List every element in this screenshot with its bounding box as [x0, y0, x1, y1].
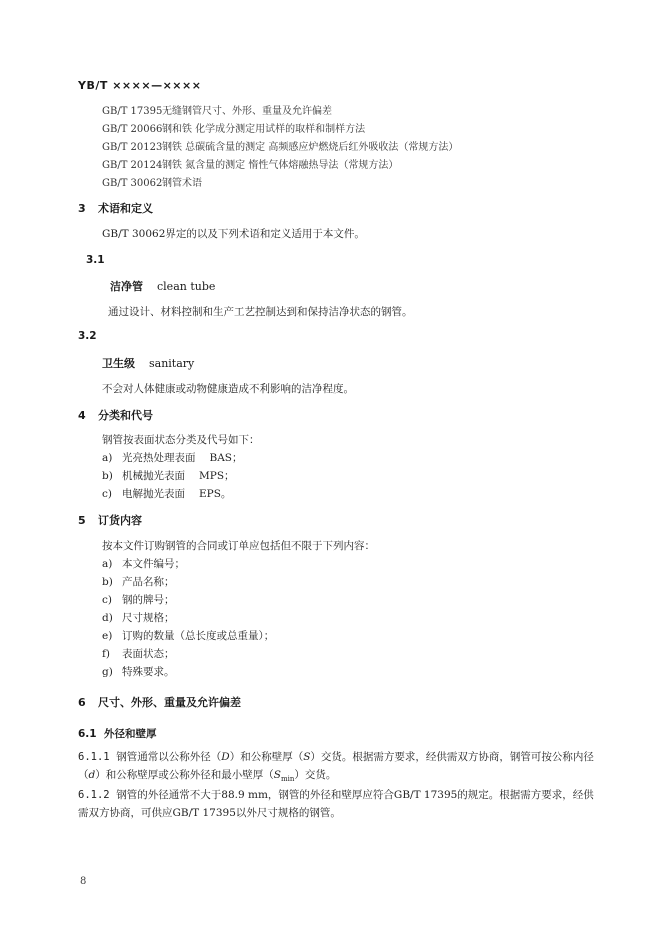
list-item: b) 机械抛光表面 MPS； — [102, 470, 235, 482]
reference-item: GB/T 30062钢管术语 — [102, 178, 202, 189]
page-number: 8 — [80, 876, 87, 887]
section-6-1-heading: 6.1 外径和壁厚 — [78, 728, 157, 740]
term-3-1-number: 3.1 — [86, 254, 105, 266]
clause-6-1-2: 6.1.2 钢管的外径通常不大于88.9 mm，钢管的外径和壁厚应符合GB/T 17395的规定。根据需方要求，经供需双方协商，可供应GB/T 17395以外尺寸规格的钢管。 — [78, 789, 594, 819]
list-item: d) 尺寸规格； — [102, 612, 175, 624]
list-item: e) 订购的数量（总长度或总重量）； — [102, 630, 275, 642]
reference-item: GB/T 20066钢和铁 化学成分测定用试样的取样和制样方法 — [102, 124, 366, 135]
list-item: a) 光亮热处理表面 BAS； — [102, 452, 243, 464]
list-item: a) 本文件编号； — [102, 558, 185, 570]
list-item: f) 表面状态； — [102, 648, 175, 660]
standard-code-header: YB/T ××××—×××× — [78, 79, 202, 92]
list-item: c) 电解抛光表面 EPS。 — [102, 488, 232, 500]
section-5-heading: 5 订货内容 — [78, 514, 142, 527]
section-4-intro: 钢管按表面状态分类及代号如下： — [102, 434, 260, 446]
list-item: c) 钢的牌号； — [102, 594, 175, 606]
term-3-2-definition: 不会对人体健康或动物健康造成不利影响的洁净程度。 — [102, 383, 354, 395]
section-6-heading: 6 尺寸、外形、重量及允许偏差 — [78, 696, 241, 709]
term-3-2-number: 3.2 — [78, 330, 97, 342]
section-3-intro: GB/T 30062界定的以及下列术语和定义适用于本文件。 — [102, 228, 365, 240]
section-3-heading: 3 术语和定义 — [78, 202, 153, 215]
reference-item: GB/T 20123钢铁 总碳硫含量的测定 高频感应炉燃烧后红外吸收法（常规方法） — [102, 142, 459, 153]
term-3-2-title: 卫生级 sanitary — [102, 357, 195, 370]
section-4-heading: 4 分类和代号 — [78, 409, 153, 422]
list-item: g) 特殊要求。 — [102, 666, 175, 678]
list-item: b) 产品名称； — [102, 576, 175, 588]
reference-item: GB/T 17395无缝钢管尺寸、外形、重量及允许偏差 — [102, 106, 332, 117]
term-3-1-definition: 通过设计、材料控制和生产工艺控制达到和保持洁净状态的钢管。 — [108, 306, 413, 318]
clause-6-1-1: 6.1.1 钢管通常以公称外径（D）和公称壁厚（S）交货。根据需方要求，经供需双方协商，钢管可按公称内径（d）和公称壁厚或公称外径和最小壁厚$(S_{min})$交货。 — [78, 751, 594, 784]
section-5-intro: 按本文件订购钢管的合同或订单应包括但不限于下列内容： — [102, 540, 375, 552]
reference-item: GB/T 20124钢铁 氮含量的测定 惰性气体熔融热导法（常规方法） — [102, 160, 399, 171]
term-3-1-title: 洁净管 clean tube — [110, 280, 216, 293]
